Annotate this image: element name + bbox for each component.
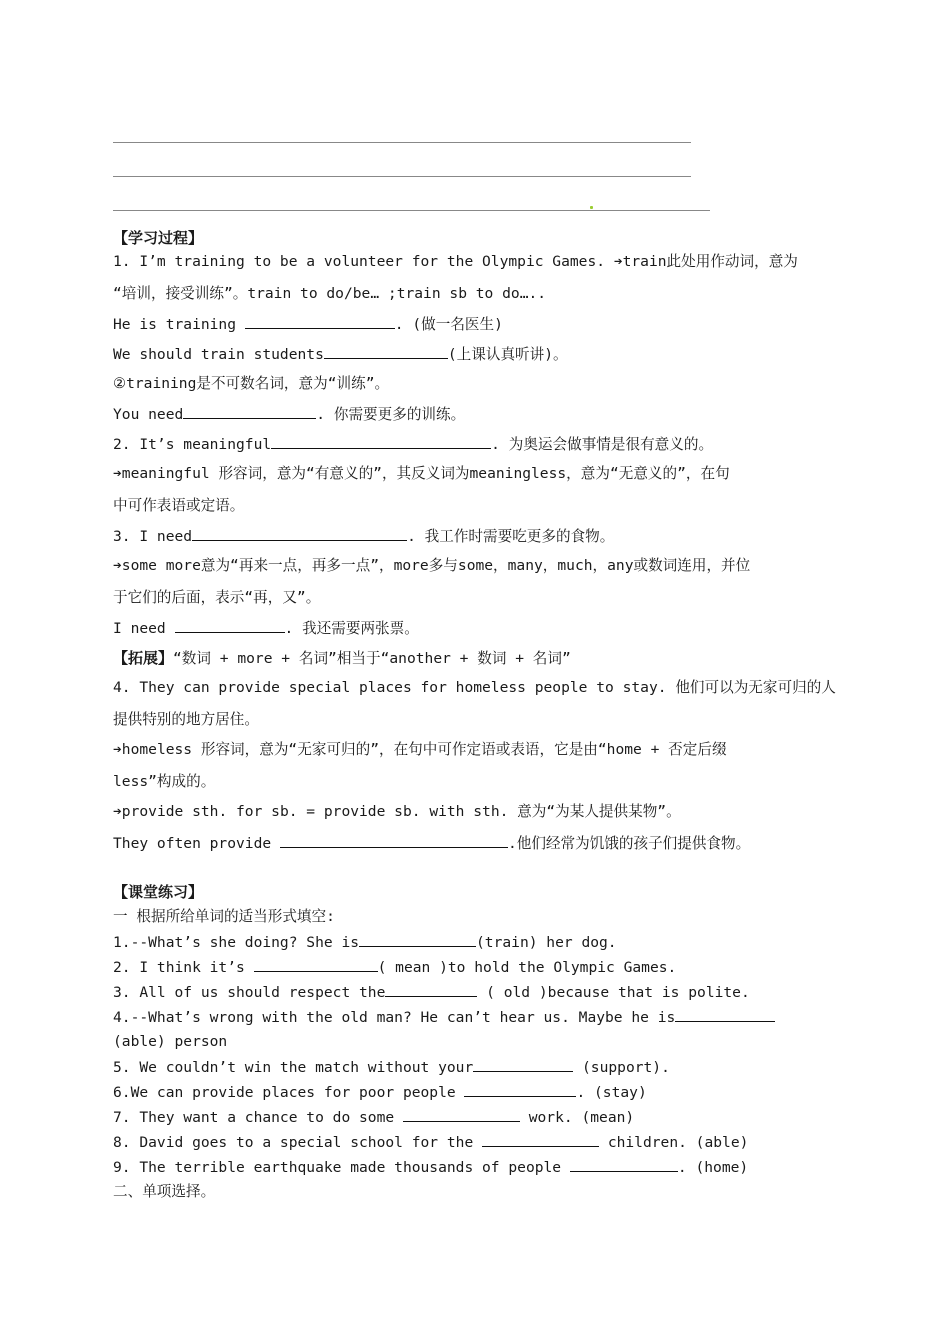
exercise-q1: 1.--What’s she doing? She is (train) her dog. <box>113 934 617 951</box>
fill-blank[interactable] <box>464 1082 576 1097</box>
answer-line-1 <box>113 142 691 143</box>
exercise-q6: 6.We can provide places for poor people . (stay) <box>113 1084 647 1101</box>
fill-blank[interactable] <box>675 1007 775 1022</box>
section-heading-process: 【学习过程】 <box>113 229 204 247</box>
item-3-line: 3. I need . 我工作时需要吃更多的食物。 <box>113 528 615 545</box>
item-1-example-3: You need . 你需要更多的训练。 <box>113 406 466 423</box>
exercise-q4: 4.--What’s wrong with the old man? He can’t hear us. Maybe he is <box>113 1007 775 1028</box>
exercise-q7: 7. They want a chance to do some work. (mean) <box>113 1109 635 1126</box>
section-heading-practice: 【课堂练习】 <box>113 883 204 901</box>
item-2-explain-cont: 中可作表语或定语。 <box>113 497 245 514</box>
answer-line-3 <box>113 210 710 211</box>
green-dot-mark <box>590 206 593 209</box>
arrow-icon: ➔ <box>113 803 122 820</box>
section-2-heading: 二、单项选择。 <box>113 1183 216 1200</box>
arrow-icon: ➔ <box>113 465 122 482</box>
exercise-q9: 9. The terrible earthquake made thousands of people . (home) <box>113 1159 749 1176</box>
item-3-example: I need . 我还需要两张票。 <box>113 620 419 637</box>
fill-blank[interactable] <box>473 1057 573 1072</box>
item-2-line: 2. It’s meaningful . 为奥运会做事情是很有意义的。 <box>113 436 714 453</box>
item-3-explain: ➔some more意为“再来一点，再多一点”，more多与some，many，much，any或数词连用，并位 <box>113 557 751 574</box>
exercise-q8: 8. David goes to a special school for the children. (able) <box>113 1134 749 1151</box>
arrow-icon: ➔ <box>613 253 623 270</box>
fill-blank[interactable] <box>271 434 491 449</box>
arrow-icon: ➔ <box>113 741 122 758</box>
fill-blank[interactable] <box>175 618 285 633</box>
fill-blank[interactable] <box>403 1107 520 1122</box>
item-1-explain: “培训，接受训练”。train to do/be… ;train sb to do….. <box>113 285 547 302</box>
item-1-note: ②training是不可数名词，意为“训练”。 <box>113 375 390 392</box>
fill-blank[interactable] <box>280 833 508 848</box>
item-2-explain: ➔meaningful 形容词，意为“有意义的”，其反义词为meaningless，意为“无意义的”，在句 <box>113 465 730 482</box>
exercise-intro: 一 根据所给单词的适当形式填空: <box>113 908 335 925</box>
fill-blank[interactable] <box>385 982 477 997</box>
exercise-q3: 3. All of us should respect the ( old )because that is polite. <box>113 984 750 1001</box>
item-4-explain-2: ➔provide sth. for sb. = provide sb. with sth. 意为“为某人提供某物”。 <box>113 803 681 820</box>
fill-blank[interactable] <box>570 1157 678 1172</box>
fill-blank[interactable] <box>482 1132 599 1147</box>
answer-line-2 <box>113 176 691 177</box>
arrow-icon: ➔ <box>113 557 122 574</box>
item-3-explain-cont: 于它们的后面，表示“再，又”。 <box>113 589 321 606</box>
item-4-explain: ➔homeless 形容词，意为“无家可归的”，在句中可作定语或表语，它是由“home + 否定后缀 <box>113 741 727 758</box>
exercise-q5: 5. We couldn’t win the match without your (support). <box>113 1059 670 1076</box>
item-4-example: They often provide .他们经常为饥饿的孩子们提供食物。 <box>113 835 751 852</box>
fill-blank[interactable] <box>359 932 476 947</box>
item-1-example-1: He is training . (做一名医生) <box>113 316 503 333</box>
item-4-explain-cont: less”构成的。 <box>113 773 216 790</box>
item-4-line-cont: 提供特别的地方居住。 <box>113 711 259 728</box>
fill-blank[interactable] <box>192 526 407 541</box>
item-1-example-2: We should train students (上课认真听讲)。 <box>113 346 568 363</box>
fill-blank[interactable] <box>183 404 316 419</box>
extension-note: 【拓展】“数词 + more + 名词”相当于“another + 数词 + 名词” <box>113 649 571 667</box>
fill-blank[interactable] <box>245 314 395 329</box>
fill-blank[interactable] <box>324 344 448 359</box>
fill-blank[interactable] <box>254 957 378 972</box>
item-1-line: 1. I’m training to be a volunteer for the Olympic Games. ➔train此处用作动词，意为 <box>113 253 798 270</box>
item-4-line: 4. They can provide special places for homeless people to stay. 他们可以为无家可归的人 <box>113 679 836 696</box>
exercise-q2: 2. I think it’s ( mean )to hold the Olympic Games. <box>113 959 677 976</box>
exercise-q4-cont: (able) person <box>113 1033 228 1050</box>
